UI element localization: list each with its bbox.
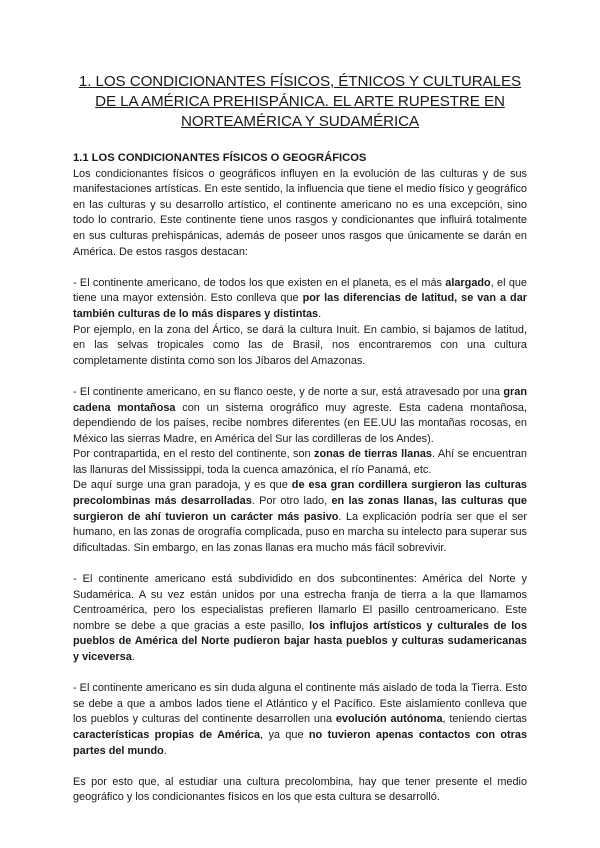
bold-run: evolución autónoma	[335, 713, 443, 726]
text-run: De aquí surge una gran paradoja, y es que	[73, 479, 292, 492]
text-run: - El continente americano es sin duda alguna el continente más aislado de toda la Tierra. Esto se debe a que a ambos lados tiene el Atlántico y el Pacífico. Este aislamiento conlleva que los pueblos y culturas del continente desarrollen una	[73, 682, 527, 726]
bold-run: por las diferencias de latitud, se van a dar también culturas de lo más dispares y distintas	[73, 292, 528, 320]
paragraph-paradox	[73, 478, 527, 556]
paragraph-latitude-example: Por ejemplo, en la zona del Ártico, se dará la cultura Inuit. En cambio, si bajamos de latitud, en las selvas tropicales como las de Brasil, nos encontraremos con una cultura completamente distinta como son los Jíbaros del Amazonas.	[73, 323, 527, 367]
section-heading: 1.1 LOS CONDICIONANTES FÍSICOS O GEOGRÁFICOS	[73, 152, 367, 164]
text-run: , teniendo ciertas	[442, 713, 527, 726]
bold-run: zonas de tierras llanas	[314, 448, 432, 461]
bold-run: en las zonas llanas, las culturas que surgieron de ahí tuvieron un carácter más pasivo	[73, 495, 527, 523]
paragraph-spacer	[73, 369, 527, 385]
paragraph-elongation	[73, 276, 527, 323]
text-run: . Ahí se encuentran las llanuras del Mississippi, toda la cuenca amazónica, el río Panamá, etc.	[73, 448, 527, 476]
text-run: - El continente americano, en su flanco oeste, y de norte a sur, está atravesado por una	[73, 385, 504, 398]
paragraph-conclusion: Es por esto que, al estudiar una cultura precolombina, hay que tener presente el medio geográfico y los condicionantes físicos en los que esta cultura se desarrolló.	[73, 775, 527, 804]
intro-paragraph: Los condicionantes físicos o geográficos influyen en la evolución de las culturas y de sus manifestaciones artísticas. En este sentido, la influencia que tiene el medio físico y geográfico en las culturas y su desarrollo artístico, el continente americano no es una excepción, sino todo lo contrario. Este continente tiene unos rasgos y condicionantes que influirá totalmente en sus culturas prehispánicas, además de poseer unos rasgos que únicamente se darán en América. De estos rasgos destacan:	[73, 167, 527, 258]
text-run: - El continente americano, de todos los que existen en el planeta, es el más	[73, 276, 446, 289]
document-title: 1. LOS CONDICIONANTES FÍSICOS, ÉTNICOS Y CULTURALES DE LA AMÉRICA PREHISPÁNICA. EL ARTE RUPESTRE EN NORTEAMÉRICA Y SUDAMÉRICA	[78, 73, 522, 130]
paragraph-spacer	[73, 260, 527, 276]
text-run: .	[131, 651, 135, 663]
paragraph-spacer	[73, 556, 527, 572]
text-run: .	[318, 307, 322, 320]
paragraph-mountain-range	[73, 385, 527, 447]
paragraph-plains	[73, 447, 527, 478]
text-run: , el que tiene una mayor extensión. Esto conlleva que	[73, 276, 527, 305]
paragraph-isolation	[73, 681, 527, 759]
bold-run: alargado	[445, 276, 491, 289]
paragraph-subcontinents	[73, 572, 527, 666]
bold-run: los influjos artísticos y culturales de los pueblos de América del Norte pudieron bajar hasta pueblos y culturas sudamericanas y viceversa	[73, 619, 528, 663]
text-run: - El continente americano está subdividido en dos subcontinentes: América del Norte y Sudamérica. A su vez están unidos por una estrecha franja de tierra a la que llamamos Centroamérica, pero los especialistas prefieren llamarlo El pasillo centroamericano. Este nombre se debe a que gracias a este pasillo,	[73, 573, 527, 632]
bold-run: características propias de América	[73, 728, 261, 741]
paragraph-spacer	[73, 666, 527, 682]
bold-run: de esa gran cordillera surgieron las culturas precolombinas más desarrolladas	[73, 479, 527, 508]
bold-run: gran cadena montañosa	[73, 385, 527, 414]
bold-run: no tuvieron apenas contactos con otras partes del mundo	[73, 728, 528, 757]
text-run: .	[163, 744, 167, 757]
text-run: con un sistema orográfico muy agreste. Esta cadena montañosa, dependiendo de los países, recibe nombres diferentes (en EE.UU las montañas rocosas, en México las sierras Madre, en América del Sur las cordilleras de los Andes).	[73, 401, 527, 445]
paragraph-spacer	[73, 759, 527, 775]
document-body	[73, 151, 527, 806]
text-run: , ya que	[260, 728, 309, 741]
text-run: . La explicación podría ser que el ser humano, en las zonas de orografía complicada, puso en marcha su intelecto para superar sus dificultadas. Sin embargo, en las zonas llanas era mucho más fácil sobrevivir.	[73, 510, 527, 554]
text-run: . Por otro lado,	[251, 495, 332, 508]
text-run: Por contrapartida, en el resto del continente, son	[73, 448, 314, 461]
